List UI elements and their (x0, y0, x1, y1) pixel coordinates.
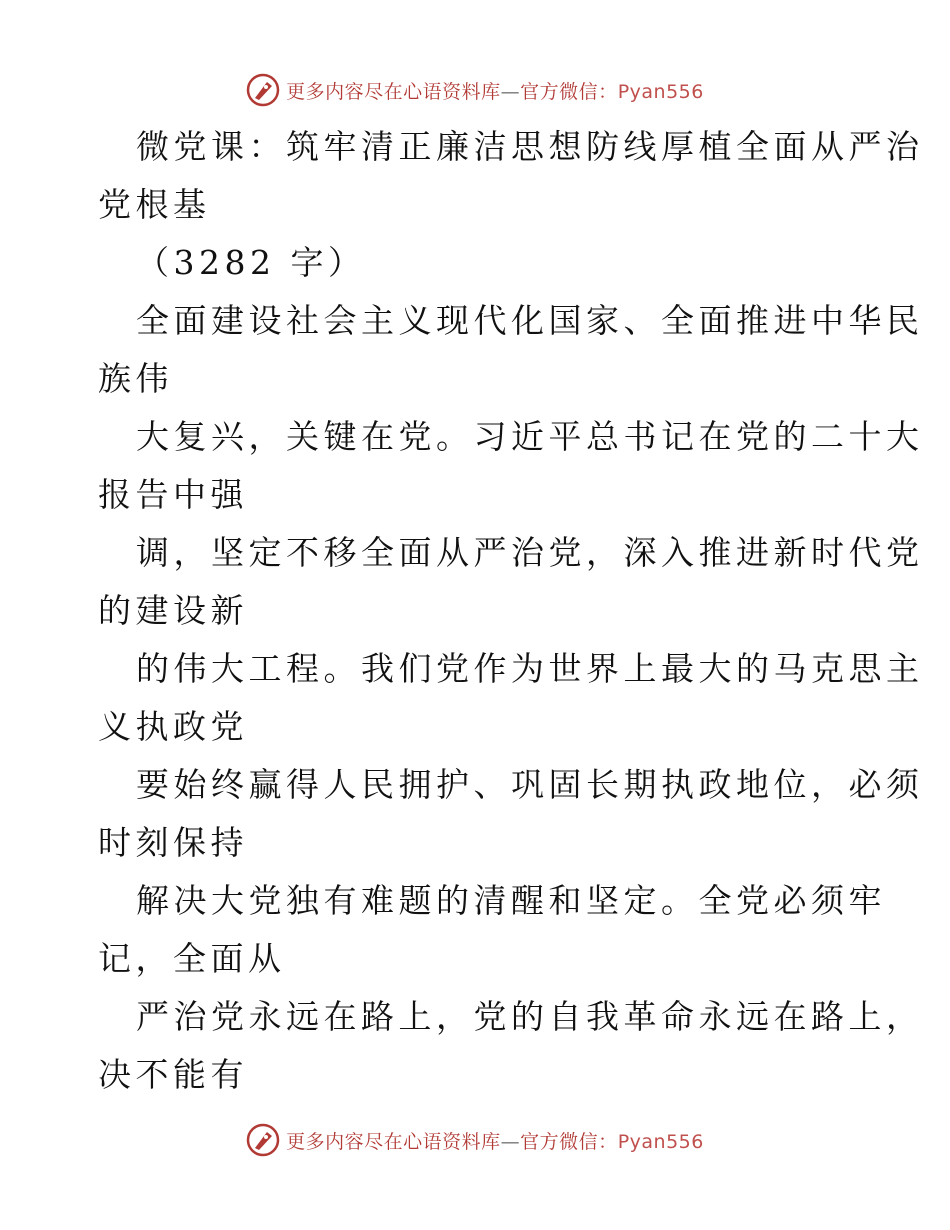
paragraph-line: 解决大党独有难题的清醒和坚定。全党必须牢 (136, 881, 886, 920)
paragraph-line: 报告中强 (98, 475, 248, 514)
header-banner-text (286, 77, 704, 104)
footer-banner-id: Pyan556 (617, 1130, 704, 1153)
paragraph-line: 决不能有 (98, 1055, 248, 1094)
word-count: （3282 字） (136, 243, 366, 282)
paragraph-line: 全面建设社会主义现代化国家、全面推进中华民 (136, 301, 924, 340)
paragraph-line: 要始终赢得人民拥护、巩固长期执政地位，必须 (136, 765, 924, 804)
paragraph-line: 义执政党 (98, 707, 248, 746)
footer-banner (0, 1120, 950, 1160)
footer-banner-separator: — (500, 1130, 521, 1153)
paragraph-line: 时刻保持 (98, 823, 248, 862)
paragraph-line: 调，坚定不移全面从严治党，深入推进新时代党 (136, 533, 924, 572)
paragraph-line: 族伟 (98, 359, 173, 398)
header-banner-id: Pyan556 (617, 80, 704, 103)
pen-nib-logo-icon (246, 73, 280, 107)
footer-banner-contact: 官方微信： (520, 1130, 618, 1153)
header-banner-main: 更多内容尽在心语资料库 (286, 80, 501, 103)
document-body (98, 118, 924, 1104)
paragraph-line: 大复兴，关键在党。习近平总书记在党的二十大 (136, 417, 924, 456)
paragraph-line: 严治党永远在路上，党的自我革命永远在路上， (136, 997, 924, 1036)
paragraph-line: 记，全面从 (98, 939, 286, 978)
title-line-1: 微党课：筑牢清正廉洁思想防线厚植全面从严治 (136, 127, 924, 166)
pen-nib-logo-icon (246, 1123, 280, 1157)
header-banner-separator: — (500, 80, 521, 103)
header-banner (0, 70, 950, 110)
paragraph-line: 的伟大工程。我们党作为世界上最大的马克思主 (136, 649, 924, 688)
footer-banner-text (286, 1127, 704, 1154)
title-line-2: 党根基 (98, 185, 211, 224)
footer-banner-main: 更多内容尽在心语资料库 (286, 1130, 501, 1153)
header-banner-contact: 官方微信： (520, 80, 618, 103)
paragraph-line: 的建设新 (98, 591, 248, 630)
